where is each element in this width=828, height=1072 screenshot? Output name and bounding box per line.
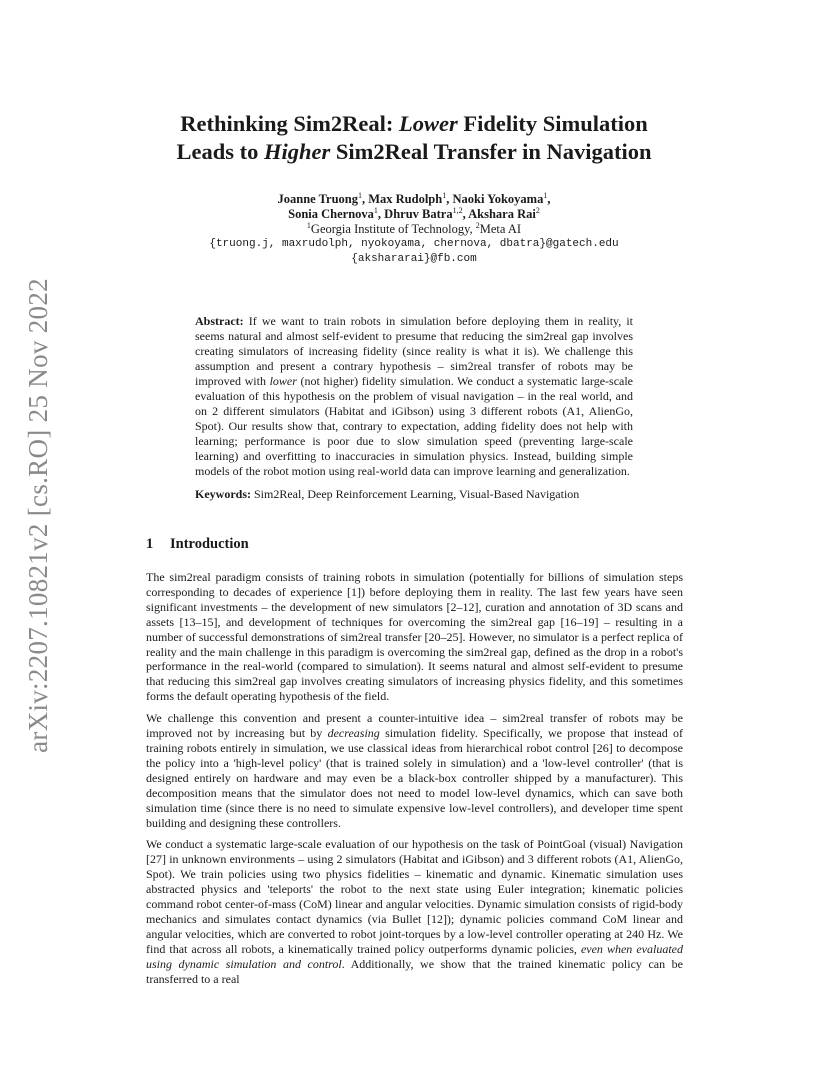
paragraph-text: . Additionally, we show that the trained kinematic policy can be transferred to a real (146, 956, 683, 986)
title-line-2 (110, 138, 718, 166)
abstract-text: If we want to train robots in simulation before deploying them in reality, it seems natural and almost self-evident to presume that reducing the sim2real gap involves creating simulators of increasing fidelity (since reality is what it is). We challenge this assumption and present a contrary hypothesis – sim2real transfer of robots may be improved with (195, 314, 633, 388)
author-affiliation-mark: 1 (543, 190, 548, 200)
keywords (195, 487, 633, 502)
title-emphasis: Lower (399, 111, 458, 136)
author-line-1: Joanne Truong$^1$, Max Rudolph$^1$, Naoki Yokoyama$^1$, (277, 190, 551, 206)
abstract (195, 314, 633, 502)
title-text: Sim2Real Transfer in Navigation (330, 139, 652, 164)
author-block (110, 192, 718, 267)
author-affiliation-mark: 1 (357, 190, 362, 200)
arxiv-identifier-stamp (24, 270, 52, 760)
title-line-1 (110, 110, 718, 138)
abstract-emphasis: lower (269, 374, 297, 388)
author-name: Joanne Truong (277, 192, 358, 206)
author-name: Max Rudolph (368, 192, 443, 206)
author-affiliation-mark: 1,2 (452, 205, 463, 215)
title-text: Rethinking Sim2Real: (180, 111, 399, 136)
affiliation-mark: 1 (306, 220, 311, 230)
keywords-label: Keywords: (195, 487, 251, 501)
introduction-body (146, 570, 683, 993)
affiliation-name: Georgia Institute of Technology, (310, 222, 476, 236)
paragraph-emphasis: even when evaluated using dynamic simulation and control (146, 941, 683, 971)
author-name: Naoki Yokoyama (452, 192, 544, 206)
affiliation-name: Meta AI (479, 222, 522, 236)
paragraph-text: simulation fidelity. Specifically, we propose that instead of training robots entirely in simulation, we use classical ideas from hierarchical robot control [26] to decompose the policy into a 'high-level policy' (that is trained solely in simulation) and a 'low-level controller' (that is designed entirely on hardware and may even be a black-box controller shipped by a manufacturer). This decomposition means that the simulator does not need to model low-level dynamics, which can save both simulation time (since there is no need to simulate expensive low-level controllers), and developer time spent building and designing these controllers. (146, 726, 683, 830)
section-title: Introduction (170, 536, 249, 552)
author-name: Dhruv Batra (384, 207, 453, 221)
keywords-text: Sim2Real, Deep Reinforcement Learning, Visual-Based Navigation (251, 487, 580, 501)
author-affiliation-mark: 1 (373, 205, 378, 215)
arxiv-stamp-text: arXiv:2207.10821v2 [cs.RO] 25 Nov 2022 (22, 277, 53, 753)
author-line-2: Sonia Chernova$^1$, Dhruv Batra$^{1,2}$, Akshara Rai$^2$ (288, 205, 540, 221)
author-emails: {akshararai}@fb.com (351, 253, 477, 265)
title-emphasis: Higher (263, 139, 331, 164)
paragraph-text: We conduct a systematic large-scale evaluation of our hypothesis on the task of PointGoal (visual) Navigation [27] in unknown environments – using 2 simulators (Habitat and iGibson) and 3 different robots (A1, AlienGo, Spot). We train policies using two physics fidelities – kinematic and dynamic. Kinematic simulation uses abstracted physics and 'teleports' the robot to the next state using Euler integration; kinematic policies command robot center-of-mass (CoM) linear and angular velocities. Dynamic simulation consists of rigid-body mechanics and simulates contact dynamics (via Bullet [12]); dynamic policies command CoM linear and angular velocities, which are converted to robot joint-torques by a low-level controller operating at 240 Hz. We find that across all robots, a kinematically trained policy outperforms dynamic policies, (146, 837, 683, 956)
paragraph-emphasis: decreasing (327, 726, 380, 741)
title-text: Leads to (176, 139, 264, 164)
paragraph-text: We challenge this convention and present a counter-intuitive idea – sim2real transfer of robots may be improved not by increasing but by (146, 711, 683, 741)
author-affiliation-mark: 1 (442, 190, 447, 200)
author-affiliation-mark: 2 (535, 205, 540, 215)
affiliation-mark: 2 (475, 220, 480, 230)
paragraph: The sim2real paradigm consists of training robots in simulation (potentially for billions of simulation steps corresponding to decades of experience [1]) before deploying them in reality. The last few years have seen significant investments – the development of new simulators [2–12], curation and annotation of 3D scans and assets [13–15], and development of techniques for overcoming the sim2real gap [16–19] – resulting in a number of successful demonstrations of sim2real transfer [20–25]. However, no simulator is a perfect replica of reality and the main challenge in this paradigm is overcoming the sim2real gap, defined as the drop in a robot's performance in the real-world (compared to simulation). It seems natural and almost self-evident to presume that reducing this sim2real gap involves creating simulators of increasing physics fidelity, and this sometimes forms the default operating hypothesis of the field. (146, 570, 683, 704)
paragraph (146, 837, 683, 986)
abstract-text: (not higher) fidelity simulation. We conduct a systematic large-scale evaluation of this hypothesis on the problem of visual navigation – in the real world, and on 2 different simulators (Habitat and iGibson) using 3 different robots (A1, AlienGo, Spot). Our results show that, contrary to expectation, adding fidelity does not help with learning; performance is poor due to slow simulation speed (preventing large-scale learning) and overfitting to inaccuracies in simulation physics. Instead, building simple models of the robot motion using real-world data can improve learning and generalization. (195, 374, 634, 478)
author-name: Sonia Chernova (288, 207, 374, 221)
abstract-label: Abstract: (195, 314, 244, 328)
section-number: 1 (146, 536, 154, 552)
affiliations (110, 222, 718, 237)
paragraph (146, 711, 683, 830)
section-heading-introduction (146, 536, 249, 553)
abstract-body (195, 314, 633, 479)
author-emails: {truong.j, maxrudolph, nyokoyama, chernova, dbatra}@gatech.edu (209, 238, 619, 250)
paper-title (110, 110, 718, 166)
author-name: Akshara Rai (468, 207, 536, 221)
title-text: Fidelity Simulation (457, 111, 648, 136)
